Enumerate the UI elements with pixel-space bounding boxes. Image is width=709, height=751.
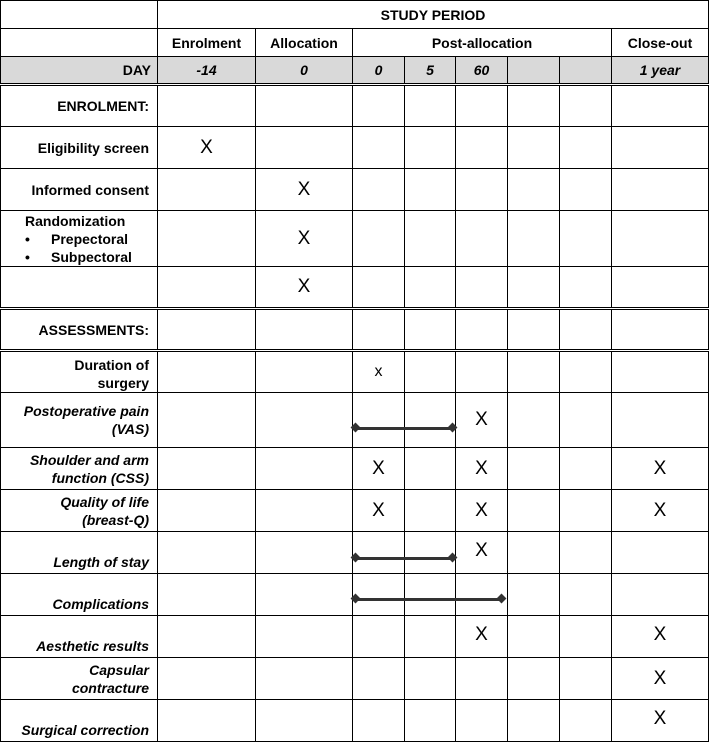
mark-x: X (456, 616, 508, 658)
cell (405, 211, 456, 267)
cell (158, 616, 256, 658)
day-label: DAY (1, 57, 158, 85)
bullet-item (25, 248, 157, 266)
mark-x: X (612, 490, 709, 532)
day-value: 0 (256, 57, 353, 85)
cell (256, 393, 353, 448)
cell (508, 616, 560, 658)
cell (256, 532, 353, 574)
cell (456, 85, 508, 127)
cell (405, 169, 456, 211)
cell (456, 211, 508, 267)
cell (405, 85, 456, 127)
cell (612, 211, 709, 267)
blank-corner-2 (1, 29, 158, 57)
cell (158, 85, 256, 127)
row-label-aesthetic: Aesthetic results (1, 616, 158, 658)
cell (256, 127, 353, 169)
row-label-pain (1, 393, 158, 448)
cell (353, 574, 405, 616)
cell (256, 309, 353, 351)
timeline-bar-length-of-stay (355, 557, 453, 560)
bullet-icon: • (25, 230, 30, 247)
mark-x: X (456, 532, 508, 574)
cell (256, 85, 353, 127)
mark-x: X (456, 393, 508, 448)
cell (405, 267, 456, 309)
cell (158, 393, 256, 448)
cell (405, 532, 456, 574)
cell (353, 211, 405, 267)
cell (612, 85, 709, 127)
cell (405, 700, 456, 742)
cell (456, 351, 508, 393)
cell (456, 700, 508, 742)
cell (353, 85, 405, 127)
section-assessments: ASSESSMENTS: (1, 309, 158, 351)
label-line: (VAS) (111, 421, 149, 437)
cell (508, 169, 560, 211)
cell (560, 309, 612, 351)
cell (158, 448, 256, 490)
cell (508, 351, 560, 393)
cell (456, 127, 508, 169)
label-line: Postoperative pain (23, 403, 149, 419)
cell (560, 448, 612, 490)
row-label-duration (1, 351, 158, 393)
row-label-qol (1, 490, 158, 532)
cell (256, 448, 353, 490)
bullet-item (25, 230, 157, 248)
cell (405, 127, 456, 169)
cell (1, 267, 158, 309)
enrolment-header: Enrolment (158, 29, 256, 57)
cell (158, 658, 256, 700)
cell (508, 267, 560, 309)
label-line: Capsular (89, 661, 149, 678)
cell (353, 700, 405, 742)
cell (158, 211, 256, 267)
cell (612, 169, 709, 211)
cell (508, 85, 560, 127)
day-value (508, 57, 560, 85)
cell (508, 127, 560, 169)
mark-x: X (456, 490, 508, 532)
bullet-icon: • (25, 248, 30, 265)
mark-x: X (612, 700, 709, 742)
allocation-header: Allocation (256, 29, 353, 57)
timeline-bar-complications (355, 598, 502, 601)
label-line: Duration of (74, 357, 149, 373)
row-label-surgical: Surgical correction (1, 700, 158, 742)
cell (456, 267, 508, 309)
label-line: (breast-Q) (82, 511, 149, 528)
row-label-capsular (1, 658, 158, 700)
mark-x: X (256, 267, 353, 309)
cell (256, 574, 353, 616)
mark-x: X (612, 658, 709, 700)
cell (560, 211, 612, 267)
cell (353, 169, 405, 211)
cell (158, 309, 256, 351)
timeline-bar-pain (355, 427, 453, 430)
cell (508, 658, 560, 700)
cell (508, 490, 560, 532)
day-value: 5 (405, 57, 456, 85)
cell (353, 127, 405, 169)
mark-x: X (612, 616, 709, 658)
close-out-header: Close-out (612, 29, 709, 57)
row-label-eligibility: Eligibility screen (1, 127, 158, 169)
cell (353, 532, 405, 574)
cell (405, 309, 456, 351)
mark-x: X (353, 490, 405, 532)
cell (256, 490, 353, 532)
randomization-title: Randomization (25, 212, 126, 229)
cell (353, 267, 405, 309)
mark-x: x (353, 351, 405, 393)
label-line: contracture (71, 679, 149, 696)
cell (405, 658, 456, 700)
day-value: -14 (158, 57, 256, 85)
cell (560, 127, 612, 169)
cell (456, 658, 508, 700)
label-line: function (CSS) (51, 469, 149, 486)
day-value: 1 year (612, 57, 709, 85)
row-label-los: Length of stay (1, 532, 158, 574)
cell (353, 309, 405, 351)
cell (405, 351, 456, 393)
cell (456, 309, 508, 351)
mark-x: X (158, 127, 256, 169)
mark-x: X (353, 448, 405, 490)
cell (405, 574, 456, 616)
cell (560, 700, 612, 742)
row-label-consent: Informed consent (1, 169, 158, 211)
cell (405, 490, 456, 532)
cell (508, 700, 560, 742)
cell (560, 169, 612, 211)
cell (508, 448, 560, 490)
cell (158, 490, 256, 532)
cell (560, 574, 612, 616)
cell (353, 393, 405, 448)
cell (612, 267, 709, 309)
cell (353, 616, 405, 658)
cell (560, 616, 612, 658)
cell (560, 393, 612, 448)
label-line: Quality of life (60, 493, 149, 510)
cell (256, 658, 353, 700)
cell (405, 448, 456, 490)
cell (508, 574, 560, 616)
day-value: 0 (353, 57, 405, 85)
bullet-label: Subpectoral (51, 248, 132, 265)
cell (612, 351, 709, 393)
cell (560, 490, 612, 532)
cell (612, 393, 709, 448)
cell (560, 267, 612, 309)
label-line: surgery (97, 375, 149, 391)
cell (256, 616, 353, 658)
section-enrolment: ENROLMENT: (1, 85, 158, 127)
cell (405, 393, 456, 448)
cell (353, 658, 405, 700)
cell (612, 309, 709, 351)
study-period-header: STUDY PERIOD (158, 1, 709, 29)
cell (405, 616, 456, 658)
label-line: Shoulder and arm (29, 451, 149, 468)
row-label-shoulder (1, 448, 158, 490)
cell (508, 393, 560, 448)
cell (560, 532, 612, 574)
cell (560, 85, 612, 127)
mark-x: X (256, 169, 353, 211)
cell (612, 532, 709, 574)
row-label-complications: Complications (1, 574, 158, 616)
day-value (560, 57, 612, 85)
bullet-label: Prepectoral (51, 230, 129, 247)
mark-x: X (256, 211, 353, 267)
cell (508, 211, 560, 267)
cell (560, 351, 612, 393)
blank-corner (1, 1, 158, 29)
cell (456, 169, 508, 211)
cell (256, 351, 353, 393)
cell (256, 700, 353, 742)
cell (508, 532, 560, 574)
cell (158, 574, 256, 616)
cell (560, 658, 612, 700)
cell (158, 169, 256, 211)
cell (158, 532, 256, 574)
cell (612, 574, 709, 616)
cell (508, 309, 560, 351)
mark-x: X (612, 448, 709, 490)
post-allocation-header: Post-allocation (353, 29, 612, 57)
cell (158, 267, 256, 309)
row-label-randomization (1, 211, 158, 267)
cell (158, 700, 256, 742)
cell (158, 351, 256, 393)
mark-x: X (456, 448, 508, 490)
day-value: 60 (456, 57, 508, 85)
cell (612, 127, 709, 169)
